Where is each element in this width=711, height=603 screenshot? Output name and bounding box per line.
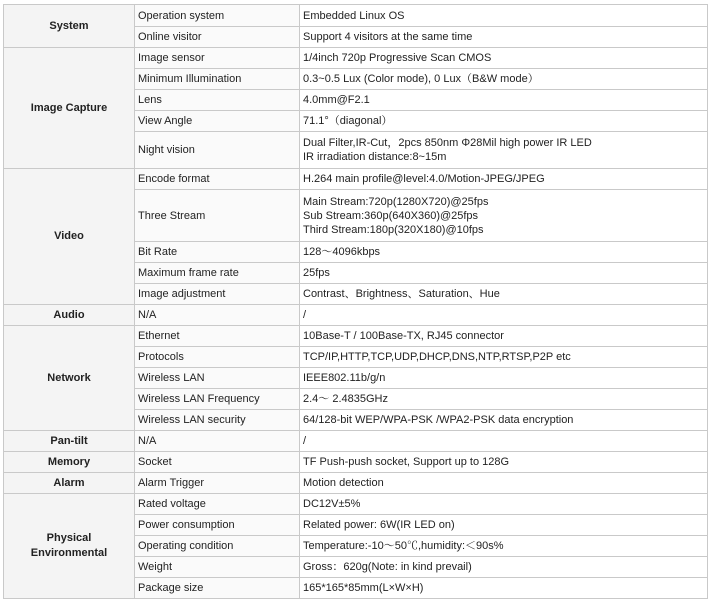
spec-label: Image adjustment [135, 284, 300, 305]
spec-value: Motion detection [300, 473, 708, 494]
spec-value: 165*165*85mm(L×W×H) [300, 578, 708, 599]
spec-label: Encode format [135, 169, 300, 190]
category-system: System [4, 5, 135, 48]
spec-label: Bit Rate [135, 242, 300, 263]
category-pan-tilt: Pan-tilt [4, 431, 135, 452]
spec-value: TF Push-push socket, Support up to 128G [300, 452, 708, 473]
spec-label: Three Stream [135, 190, 300, 242]
table-row [4, 5, 708, 27]
spec-label: Image sensor [135, 48, 300, 69]
table-row [4, 326, 708, 347]
category-image-capture: Image Capture [4, 48, 135, 169]
spec-value: Related power: 6W(IR LED on) [300, 515, 708, 536]
spec-value: Main Stream:720p(1280X720)@25fps Sub Stream:360p(640X360)@25fps Third Stream:180p(320X180)@10fps [300, 190, 708, 242]
spec-value: TCP/IP,HTTP,TCP,UDP,DHCP,DNS,NTP,RTSP,P2P etc [300, 347, 708, 368]
spec-label: Protocols [135, 347, 300, 368]
spec-label: Lens [135, 90, 300, 111]
category-memory: Memory [4, 452, 135, 473]
spec-label: Operating condition [135, 536, 300, 557]
spec-value: Contrast、Brightness、Saturation、Hue [300, 284, 708, 305]
category-video: Video [4, 169, 135, 305]
spec-label: Online visitor [135, 27, 300, 48]
spec-value: 0.3~0.5 Lux (Color mode), 0 Lux（B&W mode） [300, 69, 708, 90]
table-row [4, 169, 708, 190]
spec-value: H.264 main profile@level:4.0/Motion-JPEG/JPEG [300, 169, 708, 190]
spec-value: Dual Filter,IR-Cut，2pcs 850nm Φ28Mil high power IR LED IR irradiation distance:8~15m [300, 132, 708, 169]
spec-value: 1/4inch 720p Progressive Scan CMOS [300, 48, 708, 69]
spec-label: N/A [135, 305, 300, 326]
spec-label: Rated voltage [135, 494, 300, 515]
spec-label: Wireless LAN security [135, 410, 300, 431]
spec-label: Operation system [135, 5, 300, 27]
spec-value: DC12V±5% [300, 494, 708, 515]
spec-value: 4.0mm@F2.1 [300, 90, 708, 111]
table-row [4, 473, 708, 494]
spec-value: 64/128-bit WEP/WPA-PSK /WPA2-PSK data encryption [300, 410, 708, 431]
spec-label: Ethernet [135, 326, 300, 347]
spec-value: Temperature:-10～50℃,humidity:＜90s% [300, 536, 708, 557]
spec-value: IEEE802.11b/g/n [300, 368, 708, 389]
category-physical-environmental: Physical Environmental [4, 494, 135, 599]
table-row [4, 431, 708, 452]
spec-label: Socket [135, 452, 300, 473]
spec-label: Alarm Trigger [135, 473, 300, 494]
spec-value: Support 4 visitors at the same time [300, 27, 708, 48]
table-row [4, 305, 708, 326]
spec-value: 2.4～ 2.4835GHz [300, 389, 708, 410]
spec-value: 128～4096kbps [300, 242, 708, 263]
spec-label: Night vision [135, 132, 300, 169]
spec-value: 25fps [300, 263, 708, 284]
table-row [4, 494, 708, 515]
spec-table [3, 4, 708, 599]
spec-value: Embedded Linux OS [300, 5, 708, 27]
spec-value: 71.1°（diagonal） [300, 111, 708, 132]
category-network: Network [4, 326, 135, 431]
spec-value: 10Base-T / 100Base-TX, RJ45 connector [300, 326, 708, 347]
spec-label: Minimum Illumination [135, 69, 300, 90]
spec-label: Power consumption [135, 515, 300, 536]
category-audio: Audio [4, 305, 135, 326]
spec-label: Weight [135, 557, 300, 578]
spec-label: Package size [135, 578, 300, 599]
spec-label: Wireless LAN [135, 368, 300, 389]
spec-label: Maximum frame rate [135, 263, 300, 284]
table-row [4, 452, 708, 473]
spec-value: / [300, 305, 708, 326]
spec-label: Wireless LAN Frequency [135, 389, 300, 410]
spec-value: Gross：620g(Note: in kind prevail) [300, 557, 708, 578]
category-alarm: Alarm [4, 473, 135, 494]
spec-label: View Angle [135, 111, 300, 132]
spec-label: N/A [135, 431, 300, 452]
spec-value: / [300, 431, 708, 452]
table-row [4, 48, 708, 69]
